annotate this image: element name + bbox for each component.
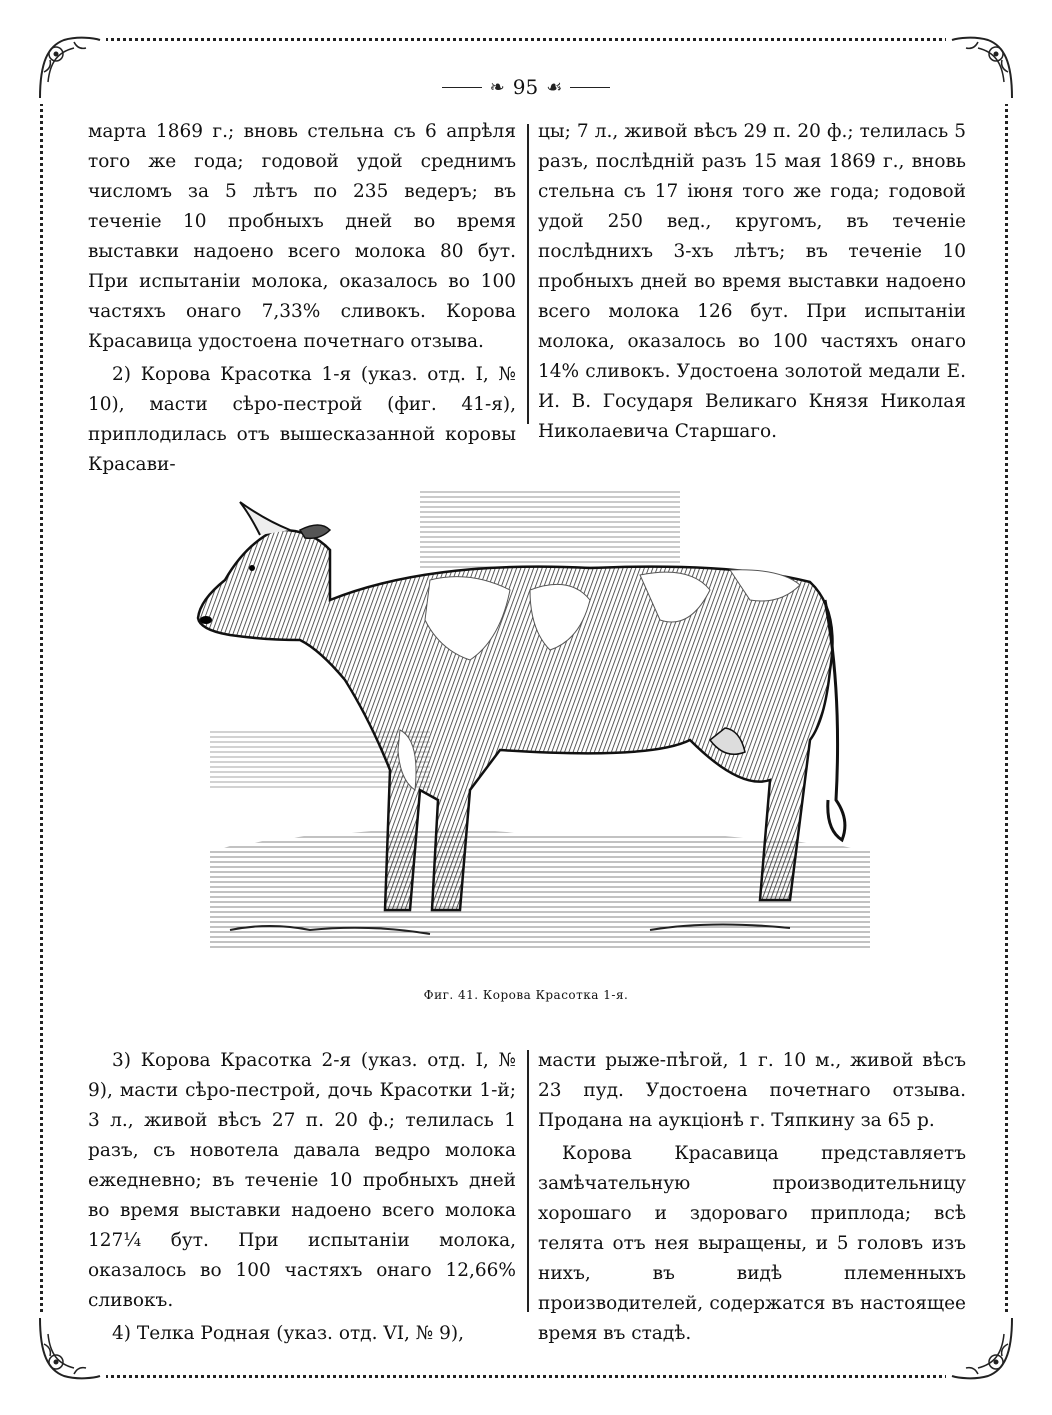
column-bottom-right <box>538 1046 966 1349</box>
paragraph: масти рыже-пѣгой, 1 г. 10 м., живой вѣсъ 23 пуд. Удостоена почетнаго отзыва. Продана на аукціонѣ г. Тяпкину за 65 р. <box>538 1050 966 1131</box>
page-header <box>0 72 1052 102</box>
paragraph: марта 1869 г.; вновь стельна съ 6 апрѣля того же года; годовой удой среднимъ числомъ за 5 лѣтъ по 235 ведеръ; въ теченіе 10 пробныхъ дней во время выставки надоено всего молока 80 бут. При испытаніи молока, оказалось во 100 частяхъ онаго 7,33% сливокъ. Корова Красавица удостоена почетнаго отзыва. <box>88 121 516 352</box>
column-divider <box>527 124 529 424</box>
header-rule <box>570 87 610 88</box>
column-top-left <box>88 117 516 480</box>
column-divider <box>527 1050 529 1312</box>
ornament-header-icon: ☙ <box>546 76 563 98</box>
cow-engraving-icon <box>170 490 890 960</box>
column-top-right <box>538 117 966 447</box>
paragraph: цы; 7 л., живой вѣсъ 29 п. 20 ф.; телилась 5 разъ, послѣдній разъ 15 мая 1869 г., вновь стельна съ 17 іюня того же года; годовой удой 250 вед., кругомъ, въ теченіе послѣднихъ 3-хъ лѣтъ; въ теченіе 10 пробныхъ дней во время выставки надоено всего молока 126 бут. При испытаніи молока, оказалось во 100 частяхъ онаго 14% сливокъ. Удостоена золотой медали Е. И. В. Государя Великаго Князя Николая Николаевича Старшаго. <box>538 121 966 442</box>
ornament-header-icon: ❧ <box>489 76 505 98</box>
header-rule <box>442 87 482 88</box>
column-bottom-left <box>88 1046 516 1349</box>
paragraph: 4) Телка Родная (указ. отд. VI, № 9), <box>112 1323 465 1344</box>
paragraph: 2) Корова Красотка 1-я (указ. отд. I, № 10), масти сѣро-пестрой (фиг. 41-я), приплодилась отъ вышесказанной коровы Красави- <box>88 364 516 475</box>
paragraph: 3) Корова Красотка 2-я (указ. отд. I, № 9), масти сѣро-пестрой, дочь Красотки 1-й; 3 л., живой вѣсъ 27 п. 20 ф.; телилась 1 разъ, съ новотела давала ведро молока ежедневно; въ теченіе 10 пробныхъ дней во время выставки надоено всего молока 127¼ бут. При испытаніи молока, оказалось во 100 частяхъ онаго 12,66% сливокъ. <box>88 1050 516 1311</box>
figure-caption: Фиг. 41. Корова Красотка 1-я. <box>423 988 629 1002</box>
paragraph: Корова Красавица представляетъ замѣчательную производительницу хорошаго и здороваго приплода; всѣ телята отъ нея выращены, и 5 головъ изъ нихъ, въ видѣ племенныхъ производителей, содержатся въ настоящее время въ стадѣ. <box>538 1143 966 1344</box>
page-number: 95 <box>512 75 539 99</box>
